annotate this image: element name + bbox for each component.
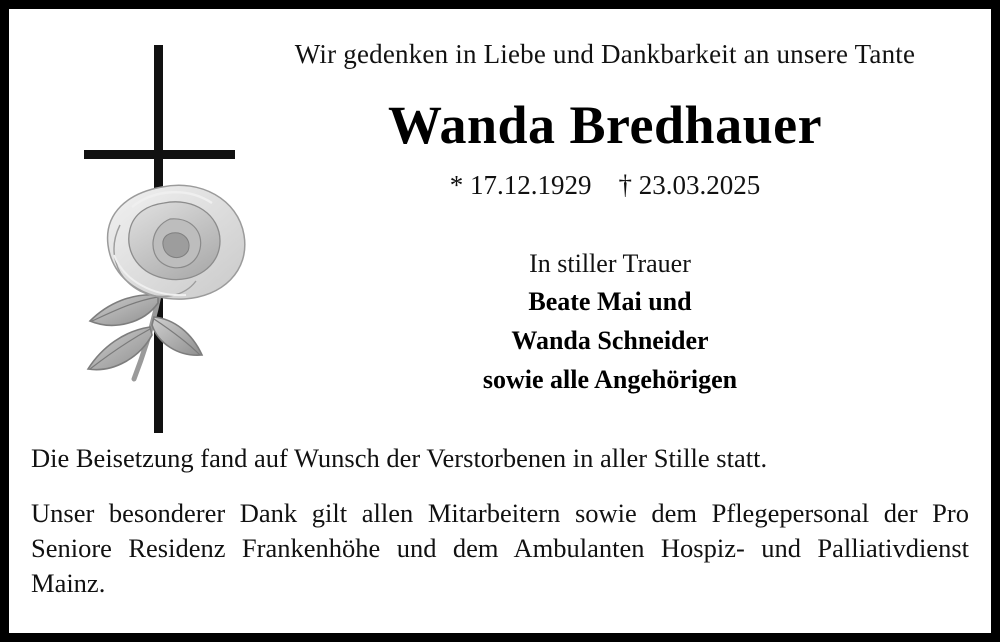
burial-note: Die Beisetzung fand auf Wunsch der Verstorbenen in aller Stille statt. [31, 443, 768, 473]
obituary-text-column [239, 39, 971, 395]
obituary-bottom-section [31, 441, 969, 601]
mourner-name: sowie alle Angehörigen [482, 364, 738, 394]
cross-icon-crossbar [84, 150, 235, 159]
rose-icon [62, 167, 262, 392]
thanks-note: Unser besonderer Dank gilt allen Mitarbeitern sowie dem Pflegepersonal der Pro Seniore Residenz Frankenhöhe und dem Ambulanten Hospiz- und Palliativdienst Mainz. [31, 497, 969, 598]
mourning-block [239, 249, 971, 395]
obituary-card [9, 9, 991, 633]
obituary-top-section [9, 9, 991, 434]
mourning-intro: In stiller Trauer [529, 249, 691, 279]
birth-death-dates: * 17.12.1929 † 23.03.2025 [449, 170, 761, 201]
deceased-name: Wanda Bredhauer [387, 95, 823, 155]
mourner-name: Wanda Schneider [511, 325, 709, 355]
mourner-name: Beate Mai und [528, 287, 692, 317]
memorial-line: Wir gedenken in Liebe und Dankbarkeit an unsere Tante [294, 39, 916, 69]
